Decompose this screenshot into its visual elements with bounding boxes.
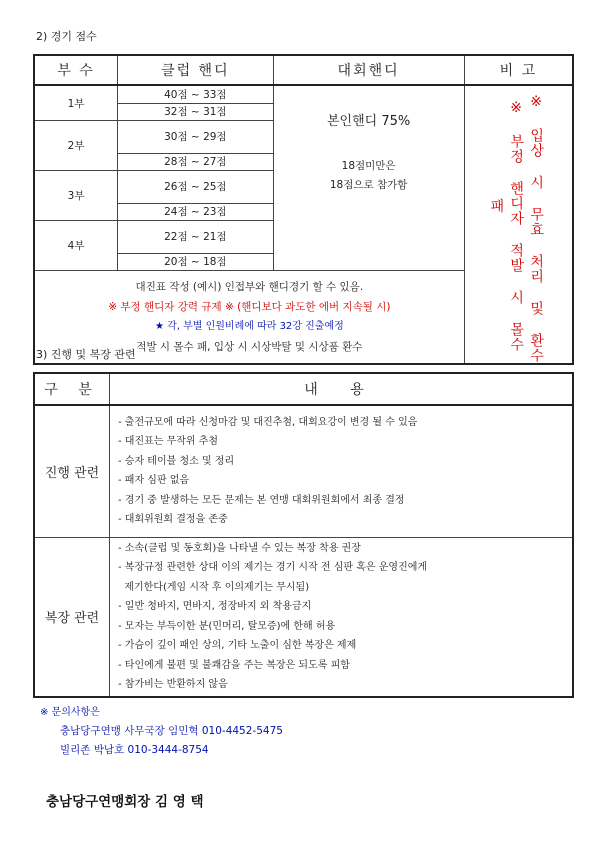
contact-line-2: 빌리존 박남호 010-3444-8754 [60,744,209,756]
score-range: 32점 ~ 31점 [118,103,273,121]
remark-cell [464,85,573,364]
division-2: 2부 [34,121,118,171]
score-table [33,54,574,365]
list-item: - 가슴이 깊이 패인 상의, 기타 노출이 심한 복장은 제제 [118,640,357,652]
remark-column-1: ※ 부정 핸디자 적발 시 몰수 [508,100,525,352]
category-dress: 복장 관련 [34,537,110,697]
progress-content [110,405,574,537]
rules-table [33,372,574,698]
list-item: - 출전규모에 따라 신청마감 및 대진추첨, 대회요강이 변경 될 수 있음 [118,416,418,428]
contact-line-1: 충남당구연맹 사무국장 임민혁 010-4452-5475 [60,725,283,737]
remark-column-2: ※ 입상 시 무효 처리 및 환수 [528,94,545,363]
list-item: - 일반 청바지, 면바지, 정장바지 외 착용금지 [118,601,312,613]
list-item: - 경기 중 발생하는 모든 문제는 본 연맹 대회위원회에서 최종 결정 [118,494,405,506]
handicap-note-1: 18점미만은 [341,160,396,172]
remark-side: 패 [490,199,505,215]
score-range: 20점 ~ 18점 [118,253,273,271]
division-1: 1부 [34,85,118,121]
list-item: - 타인에게 불편 및 불쾌감을 주는 복장은 되도록 피함 [118,659,350,671]
header-division: 부 수 [34,55,118,85]
dress-content [110,537,574,697]
contact-heading: ※ 문의사항은 [40,707,100,718]
section2-title: 2) 경기 점수 [36,30,97,43]
score-range: 40점 ~ 33점 [118,85,273,103]
header-content: 내 용 [110,373,574,405]
header-category: 구 분 [34,373,110,405]
header-tournament-handicap: 대회핸디 [273,55,464,85]
list-item: - 대회위원회 결정을 존중 [118,514,228,526]
header-remark: 비 고 [464,55,573,85]
note-line-1: 대진표 작성 (예시) 인접부와 핸디경기 할 수 있음. [135,281,364,293]
list-item: - 승자 테이블 청소 및 정리 [118,455,235,467]
score-range: 24점 ~ 23점 [118,203,273,221]
list-item: - 참가비는 반환하지 않음 [118,679,228,691]
list-item: - 패자 심판 없음 [118,475,190,487]
score-range: 22점 ~ 21점 [118,221,273,254]
handicap-main: 본인핸디 75% [326,114,411,129]
note-line-4: 적발 시 몰수 패, 입상 시 시상박탈 및 시상품 환수 [136,341,363,353]
header-club-handicap: 클럽 핸디 [118,55,273,85]
list-item: - 소속(클럽 및 동호회)을 나타낼 수 있는 복장 착용 권장 [118,542,361,554]
score-range: 28점 ~ 27점 [118,153,273,171]
category-progress: 진행 관련 [34,405,110,537]
tournament-handicap-cell [273,85,464,271]
score-range: 26점 ~ 25점 [118,171,273,204]
list-item: - 복장규정 관련한 상대 이의 제기는 경기 시작 전 심판 혹은 운영진에게 [118,562,428,574]
division-3: 3부 [34,171,118,221]
list-item: - 대진표는 무작위 추첨 [118,436,219,448]
list-item: - 모자는 부득이한 분(민머리, 탈모증)에 한해 허용 [118,620,336,632]
note-line-2: ※ 부정 핸디자 강력 규제 ※ (핸디보다 과도한 에버 지속될 시) [108,301,391,313]
division-4: 4부 [34,221,118,271]
list-item: 제기한다(게임 시작 후 이의제기는 무시됨) [118,581,310,593]
handicap-note-2: 18점으로 참가함 [329,179,408,191]
signature: 충남당구연맹회장 김 영 택 [46,794,204,810]
note-line-3: ★ 각, 부별 인원비례에 따라 32강 진출예정 [154,321,344,332]
section3-title: 3) 진행 및 복장 관련 [36,348,136,361]
score-range: 30점 ~ 29점 [118,121,273,154]
